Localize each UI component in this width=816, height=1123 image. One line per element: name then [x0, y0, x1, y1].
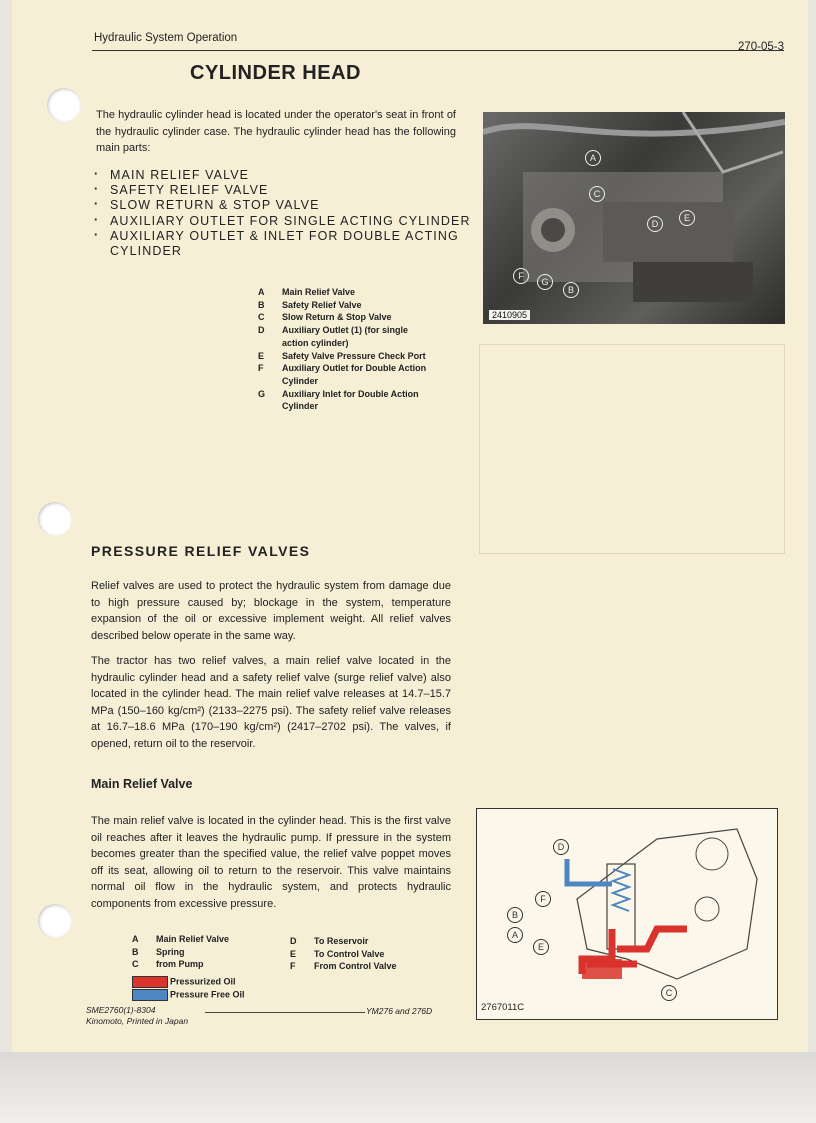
legend-row: G Auxiliary Inlet for Double Action Cylinder	[258, 388, 419, 412]
legend-row: E Safety Valve Pressure Check Port	[258, 350, 426, 361]
scan-shadow	[0, 1052, 816, 1123]
footer-models: YM276 and 276D	[366, 1006, 433, 1016]
main-relief-heading: Main Relief Valve	[91, 777, 193, 791]
list-item: · AUXILIARY OUTLET FOR SINGLE ACTING CYLINDER	[92, 214, 471, 229]
binder-hole-bottom	[38, 904, 72, 938]
footer-left: SME2760(1)-8304 Kinomoto, Printed in Japan	[86, 1005, 189, 1026]
header-rule	[92, 50, 784, 51]
diagram-callout-c: C	[661, 985, 677, 1001]
intro-paragraph: The hydraulic cylinder head is located under the operator's seat in front of the hydraulic cylinder case. The hydraulic cylinder head has the following main parts:	[96, 109, 456, 154]
diagram-callout-f: F	[535, 891, 551, 907]
pressure-free-swatch	[132, 989, 168, 1001]
photo-code: 2410905	[489, 310, 530, 320]
pressure-relief-para-2: The tractor has two relief valves, a main relief valve located in the hydraulic cylinder head and a safety relief valve (surge relief valve) also located in the cylinder head. The main relief valve releases at 14.7–15.7 MPa (150–160 kg/cm²) (2133–2275 psi). The safety relief valve releases at 16.7–18.6 MPa (170–190 kg/cm²) (2417–2702 psi). The valves, if opened, return oil to the reservoir.	[91, 655, 451, 750]
list-item: · AUXILIARY OUTLET & INLET FOR DOUBLE ACTING CYLINDER	[92, 229, 470, 259]
legend-row: C Slow Return & Stop Valve	[258, 312, 392, 323]
binder-hole-top	[47, 88, 81, 122]
photo-legend	[258, 286, 462, 413]
pressurized-swatch	[132, 976, 168, 988]
binder-hole-middle	[38, 502, 72, 536]
list-item: · SLOW RETURN & STOP VALVE	[92, 198, 471, 213]
callout-c: C	[589, 186, 605, 202]
callout-a: A	[585, 150, 601, 166]
bleed-through-figure	[479, 344, 785, 554]
pressure-relief-heading: PRESSURE RELIEF VALVES	[91, 543, 311, 559]
swatch-pressure-free: Pressure Free Oil	[132, 989, 245, 1001]
callout-b: B	[563, 282, 579, 298]
relief-valve-diagram	[476, 808, 778, 1020]
main-parts-list	[92, 168, 471, 259]
legend-row: B Safety Relief Valve	[258, 299, 362, 310]
page-number: 270-05-3	[737, 41, 784, 53]
diagram-callout-e: E	[533, 939, 549, 955]
callout-f: F	[513, 268, 529, 284]
swatch-pressurized: Pressurized Oil	[132, 976, 236, 988]
callout-e: E	[679, 210, 695, 226]
pressure-relief-para-1: Relief valves are used to protect the hydraulic system from damage due to high pressure caused by; blockage in the system, temperature expansion of the oil or excessive implement weight. All relief valves described below operate in the same way.	[91, 580, 451, 642]
cylinder-head-photo	[483, 112, 785, 324]
legend-row: F Auxiliary Outlet for Double Action Cylinder	[258, 363, 427, 386]
main-relief-paragraph: The main relief valve is located in the cylinder head. This is the first valve oil reaches after it leaves the hydraulic pump. If pressure in the system becomes greater than the specified value, the relief valve poppet moves off its seat, allowing oil to return to the reservoir. This valve maintains normal oil flow in the hydraulic system, and protects hydraulic components from excessive pressure.	[91, 815, 451, 910]
section-title: Hydraulic System Operation	[94, 32, 238, 44]
legend-row: A Main Relief Valve	[258, 287, 356, 297]
diagram-callout-b: B	[507, 907, 523, 923]
diagram-code: 2767011C	[481, 1002, 525, 1013]
footer-rule	[205, 1012, 365, 1013]
diagram-callout-a: A	[507, 927, 523, 943]
list-item: · SAFETY RELIEF VALVE	[92, 183, 471, 198]
photo-machinery-graphic	[483, 112, 785, 324]
diagram-callout-d: D	[553, 839, 569, 855]
diagram-legend-right: D To Reservoir E To Control Valve F From Control Valve	[290, 936, 397, 972]
legend-row: D Auxiliary Outlet (1) (for single action cylinder)	[258, 325, 409, 348]
callout-d: D	[647, 216, 663, 232]
list-item: · MAIN RELIEF VALVE	[92, 168, 471, 183]
diagram-legend-left: A Main Relief Valve B Spring C from Pump	[132, 934, 230, 970]
callout-g: G	[537, 274, 553, 290]
page-title: CYLINDER HEAD	[190, 62, 361, 84]
